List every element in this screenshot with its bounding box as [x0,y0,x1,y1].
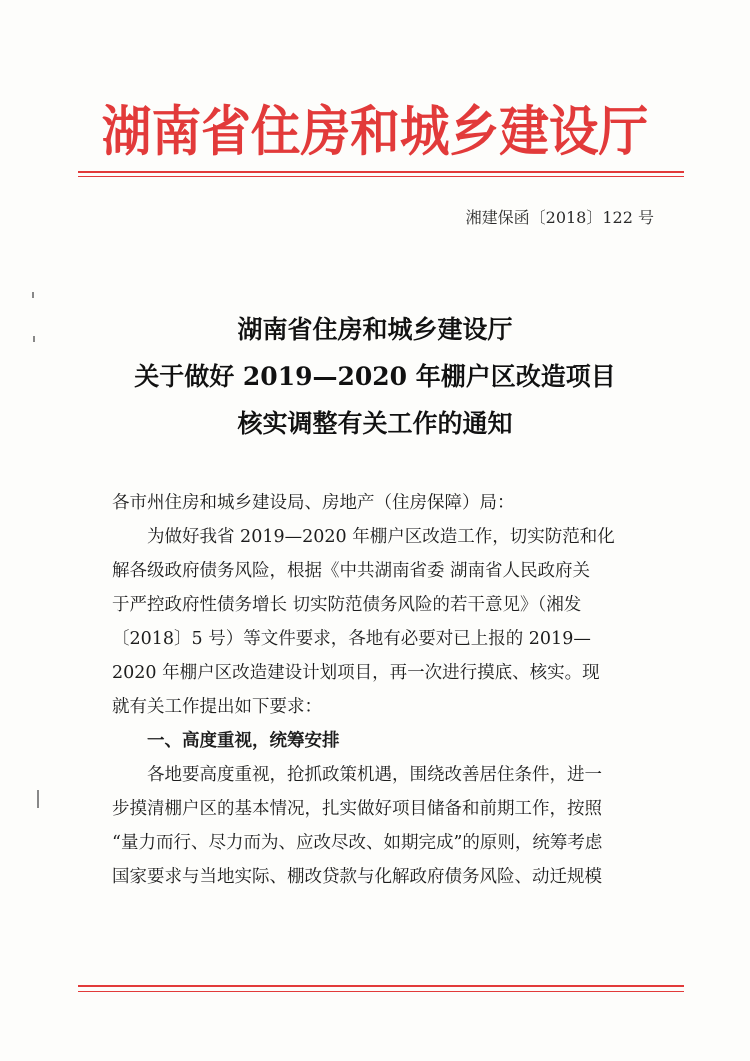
title-line: 湖南省住房和城乡建设厅 [237,315,513,344]
scan-speck [33,336,35,342]
body-line: 于严控政府性债务增长 切实防范债务风险的若干意见》（湘发 [112,595,582,615]
footer-red-rule-thin [78,991,684,992]
body-line: 各地要高度重视，抢抓政策机遇，围绕改善居住条件，进一 [147,765,602,785]
document-body [112,486,658,894]
masthead-title: 湖南省住房和城乡建设厅 [101,100,649,163]
section-heading: 一、高度重视，统筹安排 [147,731,340,751]
body-line: 为做好我省 2019—2020 年棚户区改造工作，切实防范和化 [147,527,615,547]
body-line: 就有关工作提出如下要求： [112,697,322,717]
body-line: 2020 年棚户区改造建设计划项目，再一次进行摸底、核实。现 [112,663,600,683]
document-title [0,306,750,447]
title-line: 关于做好 2019—2020 年棚户区改造项目 [134,362,616,391]
document-number: 湘建保函〔2018〕122 号 [465,208,654,227]
salutation: 各市州住房和城乡建设局、房地产（住房保障）局： [112,493,515,513]
body-line: 解各级政府债务风险，根据《中共湖南省委 湖南省人民政府关 [112,561,591,581]
footer-red-rule [78,985,684,987]
title-line: 核实调整有关工作的通知 [237,409,513,438]
body-line: 国家要求与当地实际、棚改贷款与化解政府债务风险、动迁规模 [112,867,602,887]
masthead-red-rule-thin [78,176,684,177]
body-line: 步摸清棚户区的基本情况，扎实做好项目储备和前期工作，按照 [112,799,602,819]
body-line: 〔2018〕5 号）等文件要求，各地有必要对已上报的 2019— [112,629,591,649]
masthead-red-rule [78,171,684,173]
scan-speck [37,790,39,808]
scan-speck [32,292,34,298]
body-line: “量力而行、尽力而为、应改尽改、如期完成”的原则，统筹考虑 [112,833,603,853]
